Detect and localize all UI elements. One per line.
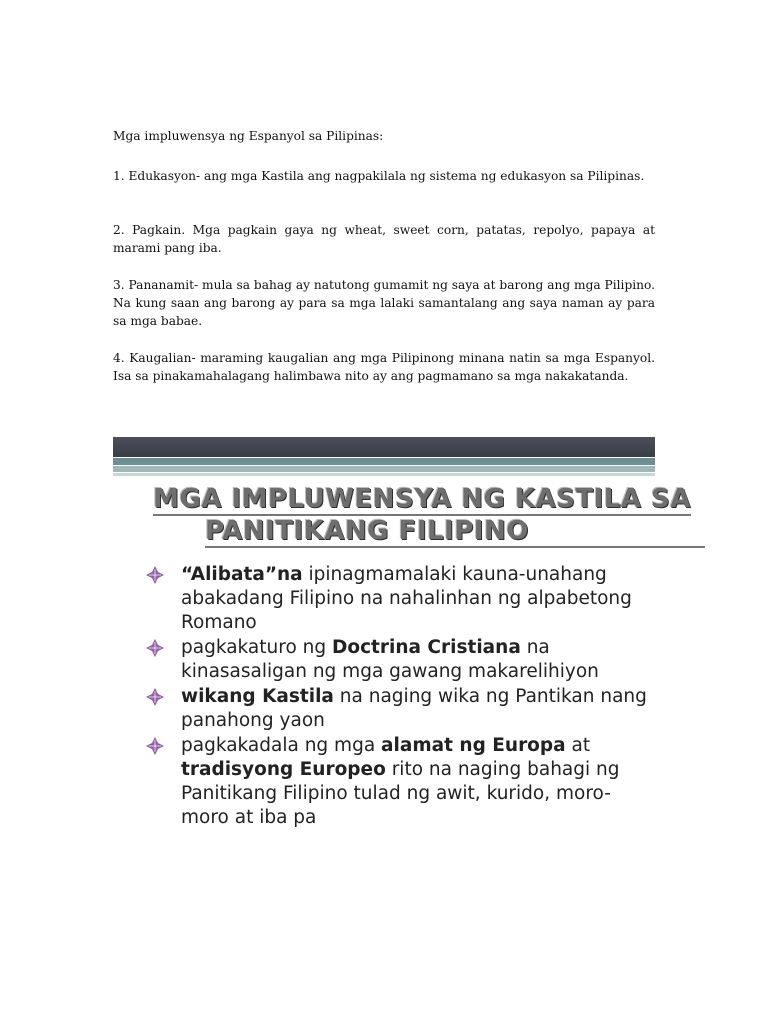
list-item	[145, 636, 655, 684]
bullet-4-mid: at	[565, 735, 591, 756]
slide-title-line-1: MGA IMPLUWENSYA NG KASTILA SA	[153, 484, 691, 514]
diamond-bullet-icon	[145, 638, 165, 658]
bullet-3-text: na naging wika ng Pantikan nang panahong yaon	[181, 686, 647, 731]
header-bar-light-teal	[113, 466, 655, 472]
header-bar-teal	[113, 458, 655, 465]
bullet-4-bold-2: tradisyong Europeo	[181, 759, 386, 780]
bullet-4-pre: pagkakadala ng mga	[181, 735, 382, 756]
paragraph-pananamit: 3. Pananamit- mula sa bahag ay natutong gumamit ng saya at barong ang mga Pilipino. Na kung saan ang barong ay para sa mga lalaki samantalang ang saya naman ay para sa mga babae.	[113, 278, 655, 328]
diamond-bullet-icon	[145, 565, 165, 585]
paragraph-pagkain: 2. Pagkain. Mga pagkain gaya ng wheat, sweet corn, patatas, repolyo, papaya at marami pang iba.	[113, 223, 655, 255]
bullet-3-bold: wikang Kastila	[181, 686, 334, 707]
diamond-bullet-icon	[145, 687, 165, 707]
slide-image	[113, 437, 691, 847]
list-item	[145, 563, 655, 635]
slide-title-line-2: PANITIKANG FILIPINO	[205, 516, 705, 548]
bullet-2-bold: Doctrina Cristiana	[332, 637, 521, 658]
slide-header-bars	[113, 437, 655, 479]
bullet-2-text: na kinasasaligan ng mga gawang makarelihiyon	[181, 637, 599, 682]
header-bar-dark	[113, 437, 655, 457]
bullet-2-pre: pagkakaturo ng	[181, 637, 332, 658]
list-item	[145, 685, 655, 733]
list-item	[145, 734, 655, 830]
document-heading: Mga impluwensya ng Espanyol sa Pilipinas:	[113, 129, 384, 143]
bullet-1-text: ipinagmamalaki kauna-unahang abakadang Filipino na nahalinhan ng alpabetong Romano	[181, 564, 632, 633]
header-bar-pale	[113, 473, 655, 476]
diamond-bullet-icon	[145, 736, 165, 756]
paragraph-kaugalian: 4. Kaugalian- maraming kaugalian ang mga Pilipinong minana natin sa mga Espanyol. Isa sa pinakamahalagang halimbawa nito ay ang pagmamano sa mga nakakatanda.	[113, 351, 655, 383]
bullet-1-bold: “Alibata”na	[181, 564, 303, 585]
bullet-4-bold-1: alamat ng Europa	[381, 735, 566, 756]
slide-bullet-list	[145, 563, 655, 831]
bullet-4-text: rito na naging bahagi ng Panitikang Filipino tulad ng awit, kurido, moro-moro at iba pa	[181, 759, 620, 828]
paragraph-edukasyon: 1. Edukasyon- ang mga Kastila ang nagpakilala ng sistema ng edukasyon sa Pilipinas.	[113, 169, 645, 183]
